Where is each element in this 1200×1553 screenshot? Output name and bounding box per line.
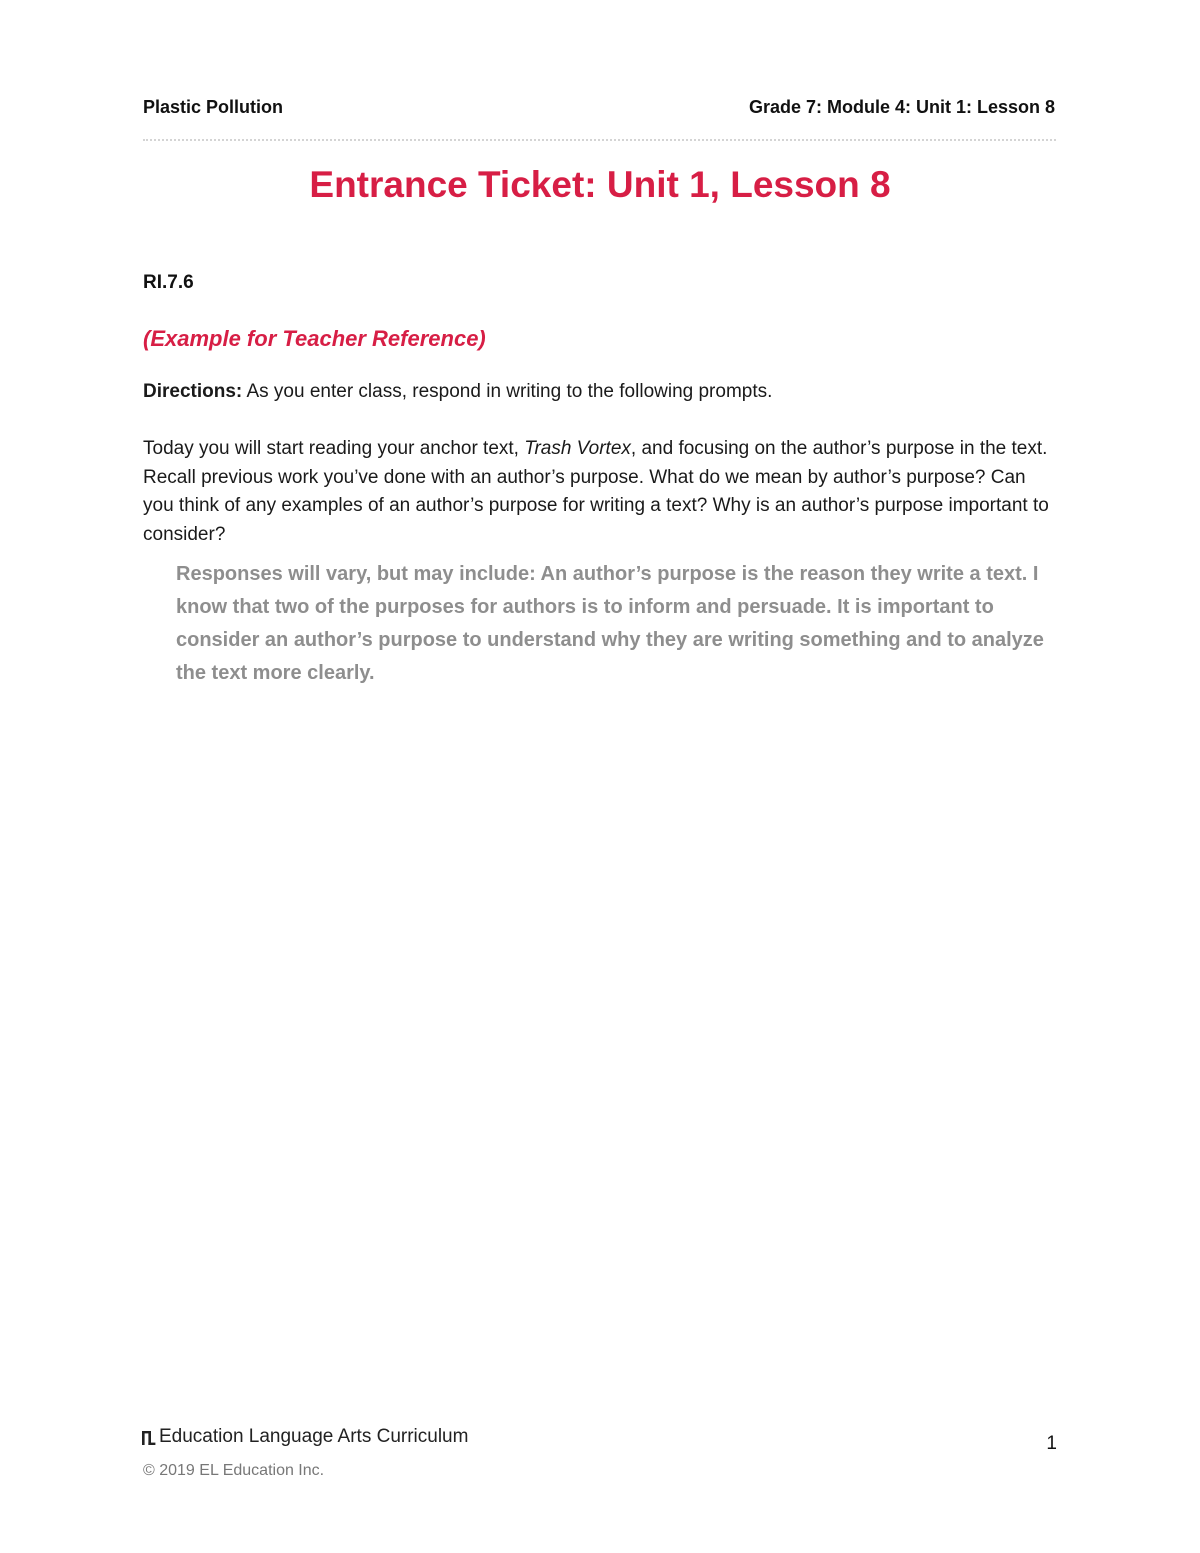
directions-label: Directions: — [143, 381, 243, 402]
header-module-title: Plastic Pollution — [143, 97, 284, 117]
directions-text: As you enter class, respond in writing to the following prompts. — [242, 381, 773, 402]
el-logo-icon — [141, 1428, 157, 1447]
footer-copyright: © 2019 EL Education Inc. — [143, 1462, 325, 1479]
anchor-text-title: Trash Vortex — [524, 438, 631, 459]
footer-brand — [141, 1426, 468, 1448]
page-number: 1 — [1046, 1433, 1057, 1454]
prompt-paragraph — [143, 435, 1061, 549]
prompt-text-before: Today you will start reading your anchor text, — [143, 438, 525, 459]
teacher-reference-note: (Example for Teacher Reference) — [143, 326, 486, 351]
sample-response: Responses will vary, but may include: An author’s purpose is the reason they write a text. I know that two of the purposes for authors is to inform and persuade. It is important to consider an author’s purpose to understand why they are writing something and to analyze the text more clearly. — [176, 563, 1044, 684]
header-lesson-label: Grade 7: Module 4: Unit 1: Lesson 8 — [748, 97, 1055, 117]
prompt-text-after: , and focusing on the author’s purpose in the text. Recall previous work you’ve done with an author’s purpose. What do we mean by author’s purpose? Can you think of any examples of an author’s purpose for writing a text? Why is an author’s purpose important to consider? — [143, 438, 1049, 545]
header-divider — [143, 139, 1056, 141]
footer-brand-text: Education Language Arts Curriculum — [159, 1426, 469, 1447]
page-title: Entrance Ticket: Unit 1, Lesson 8 — [309, 164, 891, 205]
directions — [143, 381, 1063, 403]
standard-code: RI.7.6 — [143, 272, 194, 293]
